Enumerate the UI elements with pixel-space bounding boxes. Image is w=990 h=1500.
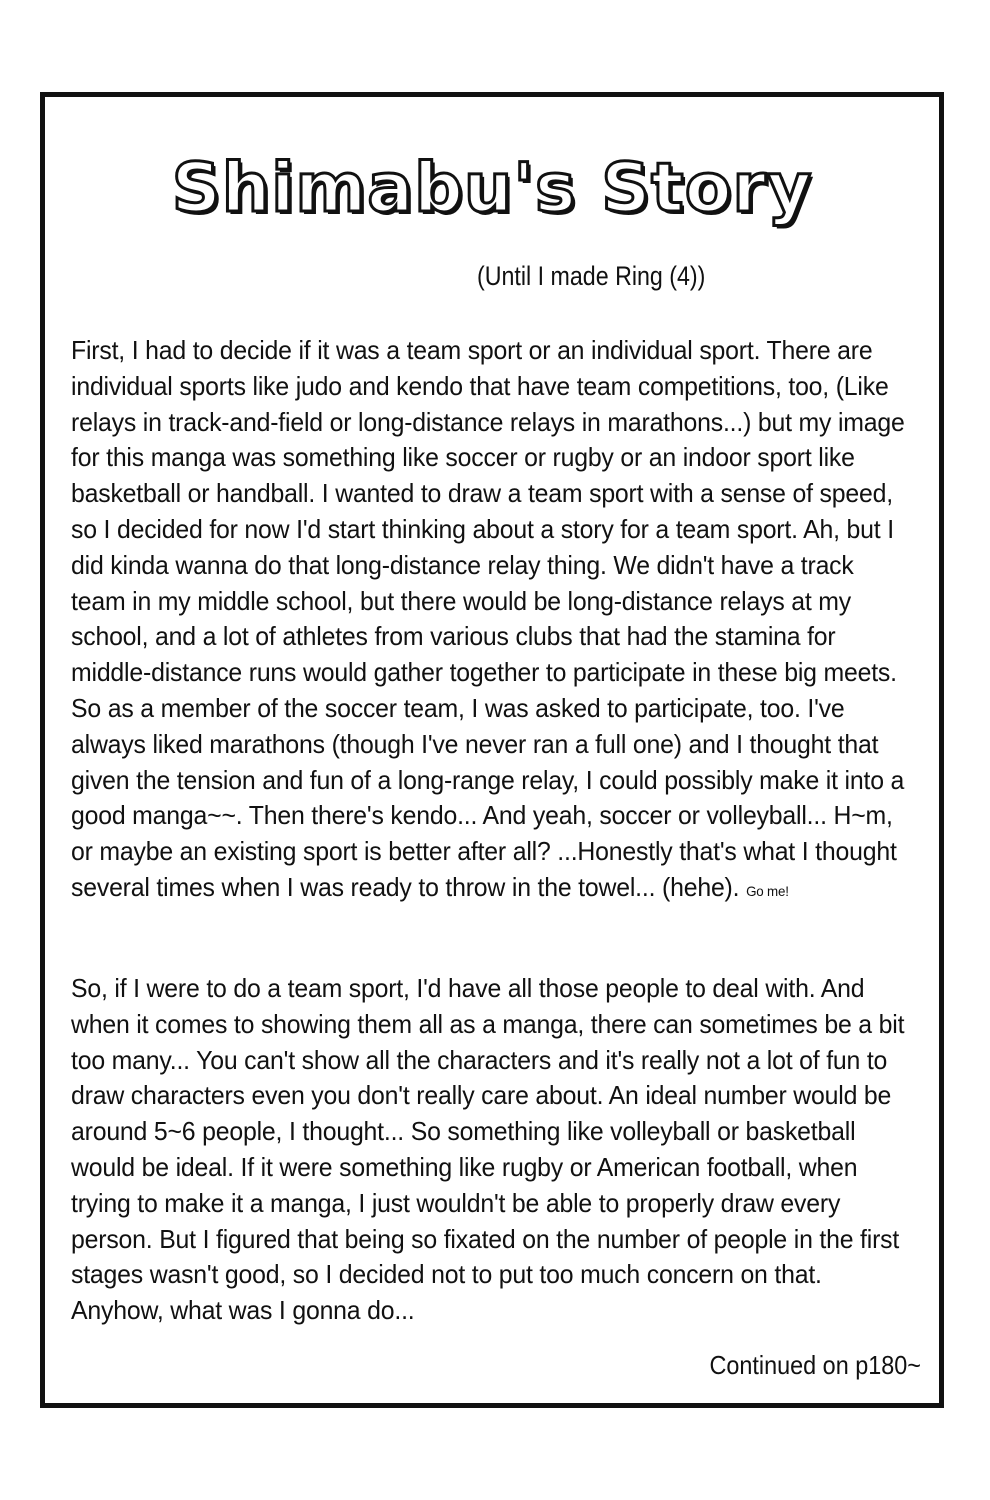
paragraph-1-aside: Go me! — [746, 882, 789, 899]
paragraph-1-text: First, I had to decide if it was a team sport or an individual sport. There are individual sports like judo and kendo that have team competitions, too, (Like relays in track-and-field or long-distance relays in marathons...) but my image for this manga was something like soccer or rugby or an indoor sport like basketball or handball. I wanted to draw a team sport with a sense of speed, so I decided for now I'd start thinking about a story for a team sport. Ah, but I did kinda wanna do that long-distance relay thing. We didn't have a track team in my middle school, but there would be long-distance relays at my school, and a lot of athletes from various clubs that had the stamina for middle-distance runs would gather together to participate in these big meets. So as a member of the soccer team, I was asked to participate, too. I've always liked marathons (though I've never ran a full one) and I thought that given the tension and fun of a long-range relay, I could possibly make it into a good manga~~. Then there's kendo... And yeah, soccer or volleyball... H~m, or maybe an existing sport is better after all? ...Honestly that's what I thought several times when I was ready to throw in the towel... (hehe). — [71, 335, 905, 902]
paragraph-1 — [71, 333, 911, 910]
continued-note: Continued on p180~ — [709, 1350, 921, 1380]
page-frame — [40, 92, 944, 1408]
paragraph-2: So, if I were to do a team sport, I'd have all those people to deal with. And when it comes to showing them all as a manga, there can sometimes be a bit too many... You can't show all the characters and it's really not a lot of fun to draw characters even you don't really care about. An ideal number would be around 5~6 people, I thought... So something like volleyball or basketball would be ideal. If it were something like rugby or American football, when trying to make it a manga, I just wouldn't be able to properly draw every person. But I figured that being so fixated on the number of people in the first stages wasn't good, so I decided not to put too much concern on that. Anyhow, what was I gonna do... — [71, 973, 905, 1326]
page-subtitle: (Until I made Ring (4)) — [477, 261, 706, 291]
page-title: Shimabu's Story — [171, 149, 813, 228]
